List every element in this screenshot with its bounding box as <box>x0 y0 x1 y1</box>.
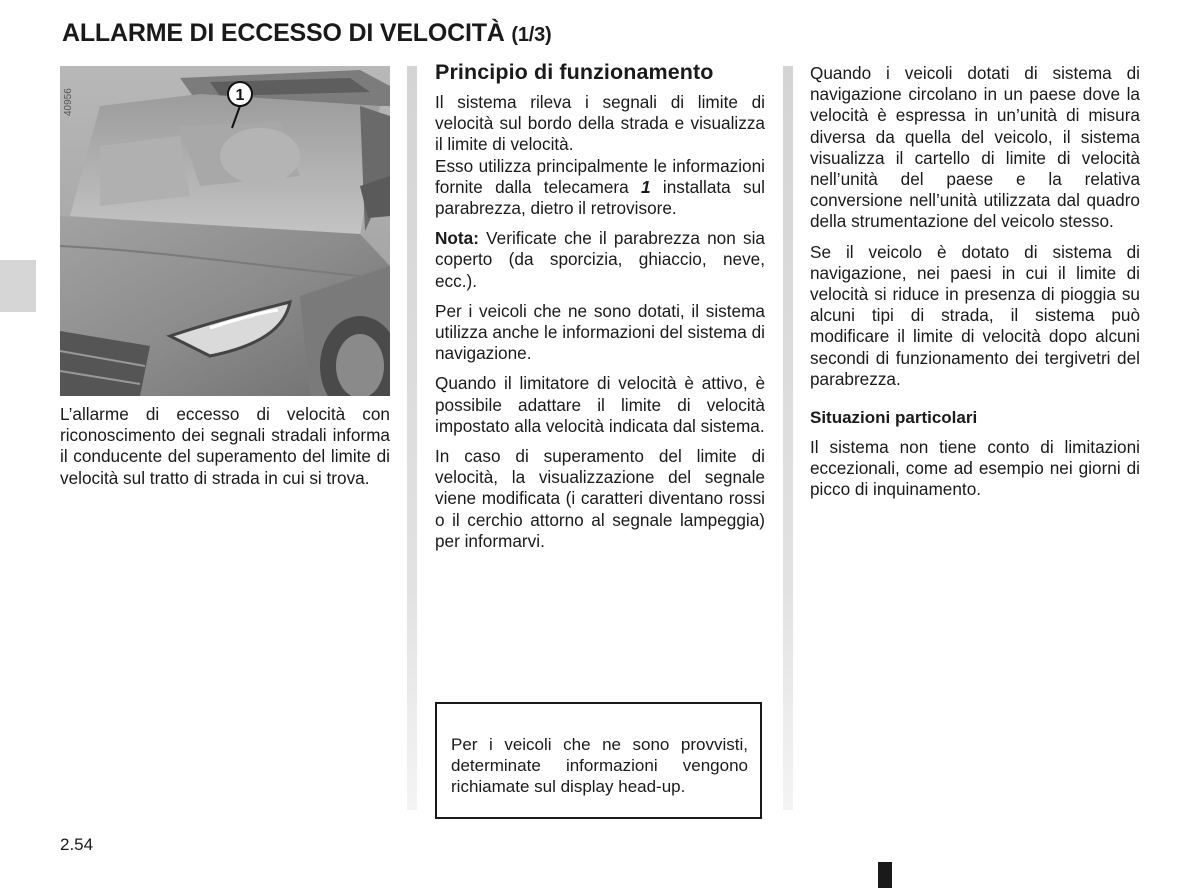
paragraph-text: Esso utilizza principalmente le informazioni fornite dalla telecamera <box>435 155 765 197</box>
paragraph: Il sistema non tiene conto di limitazioni eccezionali, come ad esempio nei giorni di picco di inquinamento. <box>810 437 1140 500</box>
figure-caption: L’allarme di eccesso di velocità con riconoscimento dei segnali stradali informa il conducente del superamento del limite di velocità sul tratto di strada in cui si trova. <box>60 404 390 488</box>
middle-column <box>435 60 765 552</box>
car-drawing <box>60 66 390 396</box>
subheading: Situazioni particolari <box>810 408 978 428</box>
figure-code: 40956 <box>63 88 74 116</box>
title-part: (1/3) <box>511 24 552 46</box>
column-divider <box>407 66 417 810</box>
info-box-text: Per i veicoli che ne sono provvisti, determinate informazioni vengono richiamate sul display head-up. <box>451 735 748 796</box>
right-column <box>810 63 1140 501</box>
paragraph: Quando i veicoli dotati di sistema di navigazione circolano in un paese dove la velocità è espressa in un’unità di misura diversa da quella del veicolo, il sistema visualizza il cartello di limite di velocità nell’unità del paese e la relativa conversione nell’unità utilizzata dal quadro della strumentazione del veicolo stesso. <box>810 63 1140 232</box>
paragraph-text: Il sistema rileva i segnali di limite di velocità sul bordo della strada e visualizza il limite di velocità. <box>435 92 765 155</box>
column-divider <box>783 66 793 810</box>
section-heading: Principio di funzionamento <box>435 60 714 84</box>
page-title <box>62 19 552 48</box>
callout-label: 1 <box>235 87 245 104</box>
info-box <box>435 702 762 819</box>
camera-reference: 1 <box>641 176 651 197</box>
paragraph: Quando il limitatore di velocità è attivo, è possibile adattare il limite di velocità impostato alla velocità indicata dal sistema. <box>435 373 765 436</box>
note-label: Nota: <box>435 228 479 249</box>
paragraph <box>435 92 765 219</box>
paragraph: In caso di superamento del limite di velocità, la visualizzazione del segnale viene modificata (i caratteri diventano rossi o il cerchio attorno al segnale lampeggia) per informarvi. <box>435 446 765 551</box>
title-text: ALLARME DI ECCESSO DI VELOCITÀ <box>62 19 505 47</box>
paragraph: Se il veicolo è dotato di sistema di navigazione, nei paesi in cui il limite di velocità si riduce in presenza di pioggia su alcuni tipi di strada, il sistema può modificare il limite di velocità dopo alcuni secondi di funzionamento dei tergivetri del parabrezza. <box>810 241 1140 389</box>
note-text: Verificate che il parabrezza non sia coperto (da sporcizia, ghiaccio, neve, ecc.). <box>435 228 765 291</box>
page-mark <box>878 862 892 888</box>
note-paragraph <box>435 228 765 292</box>
page-number: 2.54 <box>60 835 94 854</box>
paragraph: Per i veicoli che ne sono dotati, il sistema utilizza anche le informazioni del sistema di navigazione. <box>435 300 765 364</box>
car-illustration <box>60 66 390 396</box>
paragraph-text: installata sul parabrezza, dietro il retrovisore. <box>435 176 765 219</box>
chapter-tab <box>0 260 36 312</box>
